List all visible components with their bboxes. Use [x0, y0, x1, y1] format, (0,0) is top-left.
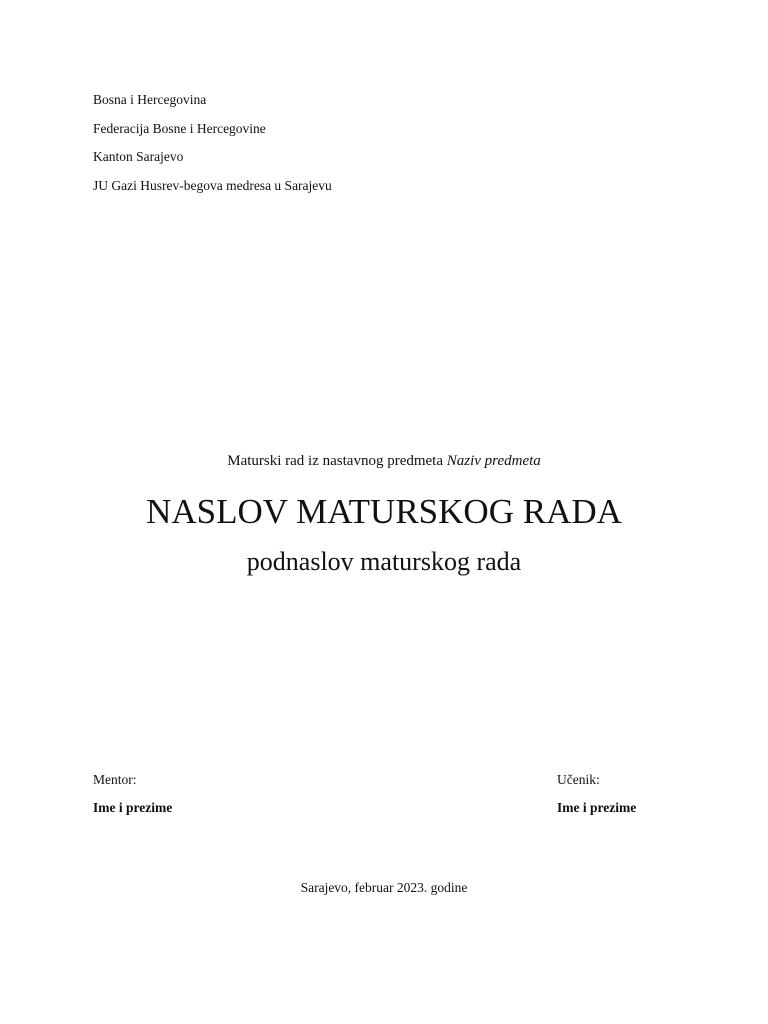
- institution-canton: Kanton Sarajevo: [93, 149, 184, 164]
- subject-prefix: Maturski rad iz nastavnog predmeta: [227, 453, 443, 469]
- place-date: Sarajevo, februar 2023. godine: [300, 880, 468, 895]
- document-subtitle: podnaslov maturskog rada: [246, 547, 522, 576]
- institution-federation: Federacija Bosne i Hercegovine: [93, 120, 266, 136]
- institution-country: Bosna i Hercegovina: [93, 92, 207, 107]
- subject-name: Naziv predmeta: [446, 453, 541, 469]
- mentor-name: Ime i prezime: [93, 800, 173, 815]
- student-name: Ime i prezime: [557, 800, 637, 815]
- student-label: Učenik:: [557, 772, 600, 787]
- student-block: [557, 770, 636, 818]
- document-title: NASLOV MATURSKOG RADA: [146, 492, 622, 531]
- mentor-label: Mentor:: [93, 772, 137, 787]
- institution-block: [93, 86, 332, 200]
- mentor-block: [93, 770, 172, 818]
- subject-line: [0, 453, 768, 470]
- institution-school: JU Gazi Husrev-begova medresa u Sarajevu: [93, 177, 332, 193]
